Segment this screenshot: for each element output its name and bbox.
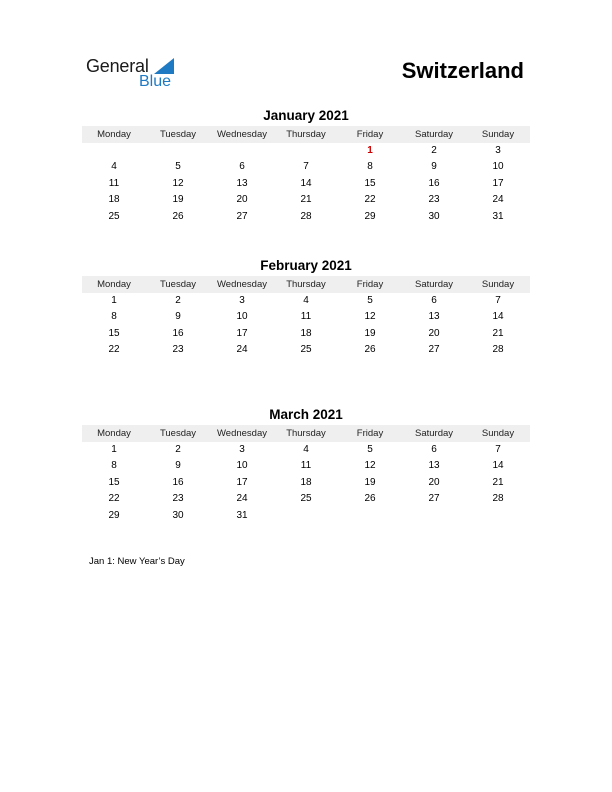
day-cell: 19 xyxy=(172,194,184,206)
day-cell: 24 xyxy=(236,344,248,356)
day-cell: 6 xyxy=(431,444,437,455)
day-cell: 2 xyxy=(431,145,437,156)
weekday-label: Wednesday xyxy=(217,129,267,140)
week-row xyxy=(82,143,530,159)
day-cell: 10 xyxy=(236,460,248,472)
day-cell: 29 xyxy=(108,509,120,521)
weekday-label: Sunday xyxy=(481,129,515,140)
week-row xyxy=(82,192,530,208)
weekday-label: Tuesday xyxy=(159,428,197,439)
empty-day-cell xyxy=(210,143,274,159)
week-row xyxy=(82,442,530,458)
week-row xyxy=(82,159,530,175)
weekday-label: Wednesday xyxy=(217,428,267,439)
day-cell: 8 xyxy=(367,161,373,173)
day-cell: 3 xyxy=(495,145,501,156)
day-cell: 3 xyxy=(239,295,245,306)
logo-general-text: General xyxy=(86,56,149,76)
day-cell: 11 xyxy=(300,311,312,323)
day-cell: 9 xyxy=(175,460,181,472)
logo-triangle-icon xyxy=(154,58,174,74)
day-cell: 10 xyxy=(236,311,248,323)
day-cell: 5 xyxy=(367,444,373,455)
day-cell: 9 xyxy=(431,161,437,173)
day-cell: 9 xyxy=(175,311,181,323)
month-title: January 2021 xyxy=(263,108,349,123)
week-row xyxy=(82,508,530,524)
day-cell: 19 xyxy=(364,327,376,339)
weekday-header-row xyxy=(82,425,530,442)
day-cell: 20 xyxy=(428,327,440,339)
day-cell: 29 xyxy=(364,210,376,222)
day-cell: 23 xyxy=(172,493,184,505)
day-cell: 2 xyxy=(175,295,181,306)
day-cell: 18 xyxy=(108,194,120,206)
day-cell: 10 xyxy=(492,161,504,173)
day-cell: 15 xyxy=(108,327,120,339)
day-cell: 2 xyxy=(175,444,181,455)
day-cell: 14 xyxy=(492,460,504,472)
week-row xyxy=(82,209,530,225)
day-cell: 25 xyxy=(300,493,312,505)
day-cell: 17 xyxy=(492,177,504,189)
week-row xyxy=(82,326,530,342)
week-row xyxy=(82,176,530,192)
day-cell: 25 xyxy=(108,210,120,222)
empty-day-cell xyxy=(466,508,530,524)
empty-day-cell xyxy=(146,143,210,159)
day-cell: 13 xyxy=(236,177,248,189)
weekday-label: Thursday xyxy=(286,129,326,140)
day-cell: 8 xyxy=(111,311,117,323)
day-cell: 4 xyxy=(303,444,309,455)
day-cell: 14 xyxy=(492,311,504,323)
weekday-label: Saturday xyxy=(414,129,454,140)
weekday-label: Wednesday xyxy=(217,279,267,290)
month-january xyxy=(82,107,530,225)
day-cell: 3 xyxy=(239,444,245,455)
day-cell: 27 xyxy=(236,210,248,222)
empty-day-cell xyxy=(338,508,402,524)
weekday-label: Friday xyxy=(356,279,384,290)
day-cell: 19 xyxy=(364,476,376,488)
weekday-label: Monday xyxy=(97,279,131,290)
day-cell: 23 xyxy=(172,344,184,356)
empty-day-cell xyxy=(274,143,338,159)
month-title: March 2021 xyxy=(269,407,343,422)
day-cell: 20 xyxy=(236,194,248,206)
day-cell: 12 xyxy=(364,460,376,472)
day-cell: 15 xyxy=(108,476,120,488)
day-cell: 20 xyxy=(428,476,440,488)
month-title: February 2021 xyxy=(260,258,352,273)
day-cell: 16 xyxy=(428,177,440,189)
day-cell: 5 xyxy=(367,295,373,306)
day-cell: 25 xyxy=(300,344,312,356)
empty-day-cell xyxy=(274,508,338,524)
day-cell: 4 xyxy=(111,161,117,173)
empty-day-cell xyxy=(402,508,466,524)
weekday-label: Saturday xyxy=(414,428,454,439)
logo xyxy=(86,56,196,96)
day-cell: 16 xyxy=(172,476,184,488)
day-cell: 11 xyxy=(300,460,312,472)
day-cell: 22 xyxy=(108,493,120,505)
day-cell: 18 xyxy=(300,327,312,339)
day-cell: 30 xyxy=(172,509,184,521)
day-cell: 12 xyxy=(172,177,184,189)
day-cell: 18 xyxy=(300,476,312,488)
day-cell: 17 xyxy=(236,476,248,488)
day-cell: 24 xyxy=(236,493,248,505)
day-cell: 31 xyxy=(236,509,248,521)
weekday-header-row xyxy=(82,276,530,293)
weekday-label: Thursday xyxy=(286,279,326,290)
day-cell: 28 xyxy=(492,344,504,356)
day-cell: 11 xyxy=(108,177,120,189)
weekday-header-row xyxy=(82,126,530,143)
day-cell: 5 xyxy=(175,161,181,173)
day-cell: 31 xyxy=(492,210,504,222)
holiday-note: Jan 1: New Year’s Day xyxy=(89,556,185,567)
day-cell: 6 xyxy=(431,295,437,306)
country-title: Switzerland xyxy=(401,58,524,83)
day-cell: 1 xyxy=(111,295,117,306)
weekday-label: Thursday xyxy=(286,428,326,439)
day-cell: 13 xyxy=(428,311,440,323)
day-cell: 12 xyxy=(364,311,376,323)
day-cell: 30 xyxy=(428,210,440,222)
day-cell: 27 xyxy=(428,493,440,505)
empty-day-cell xyxy=(82,143,146,159)
month-february xyxy=(82,257,530,359)
week-row xyxy=(82,475,530,491)
weekday-label: Friday xyxy=(356,129,384,140)
logo-blue-text: Blue xyxy=(139,73,172,90)
week-row xyxy=(82,293,530,309)
day-cell: 28 xyxy=(492,493,504,505)
day-cell: 13 xyxy=(428,460,440,472)
day-cell: 7 xyxy=(495,444,501,455)
day-cell: 26 xyxy=(172,210,184,222)
week-row xyxy=(82,342,530,358)
day-cell: 7 xyxy=(303,161,309,173)
day-cell: 22 xyxy=(108,344,120,356)
week-row xyxy=(82,309,530,325)
weekday-label: Tuesday xyxy=(159,129,197,140)
weekday-label: Sunday xyxy=(481,279,515,290)
day-cell: 14 xyxy=(300,177,312,189)
week-row xyxy=(82,458,530,474)
day-cell: 1 xyxy=(111,444,117,455)
day-cell: 26 xyxy=(364,344,376,356)
day-cell: 8 xyxy=(111,460,117,472)
week-row xyxy=(82,491,530,507)
day-cell: 26 xyxy=(364,493,376,505)
weekday-label: Monday xyxy=(97,428,131,439)
day-cell: 23 xyxy=(428,194,440,206)
day-cell: 4 xyxy=(303,295,309,306)
day-cell: 15 xyxy=(364,177,376,189)
weekday-label: Saturday xyxy=(414,279,454,290)
day-cell: 27 xyxy=(428,344,440,356)
day-cell: 6 xyxy=(239,161,245,173)
day-cell: 17 xyxy=(236,327,248,339)
weekday-label: Friday xyxy=(356,428,384,439)
day-cell: 22 xyxy=(364,194,376,206)
day-cell: 16 xyxy=(172,327,184,339)
day-cell: 28 xyxy=(300,210,312,222)
day-cell: 21 xyxy=(492,476,504,488)
month-march xyxy=(82,406,530,524)
day-cell: 21 xyxy=(492,327,504,339)
day-cell: 7 xyxy=(495,295,501,306)
day-cell: 1 xyxy=(367,145,373,156)
day-cell: 21 xyxy=(300,194,312,206)
weekday-label: Tuesday xyxy=(159,279,197,290)
day-cell: 24 xyxy=(492,194,504,206)
weekday-label: Monday xyxy=(97,129,131,140)
weekday-label: Sunday xyxy=(481,428,515,439)
